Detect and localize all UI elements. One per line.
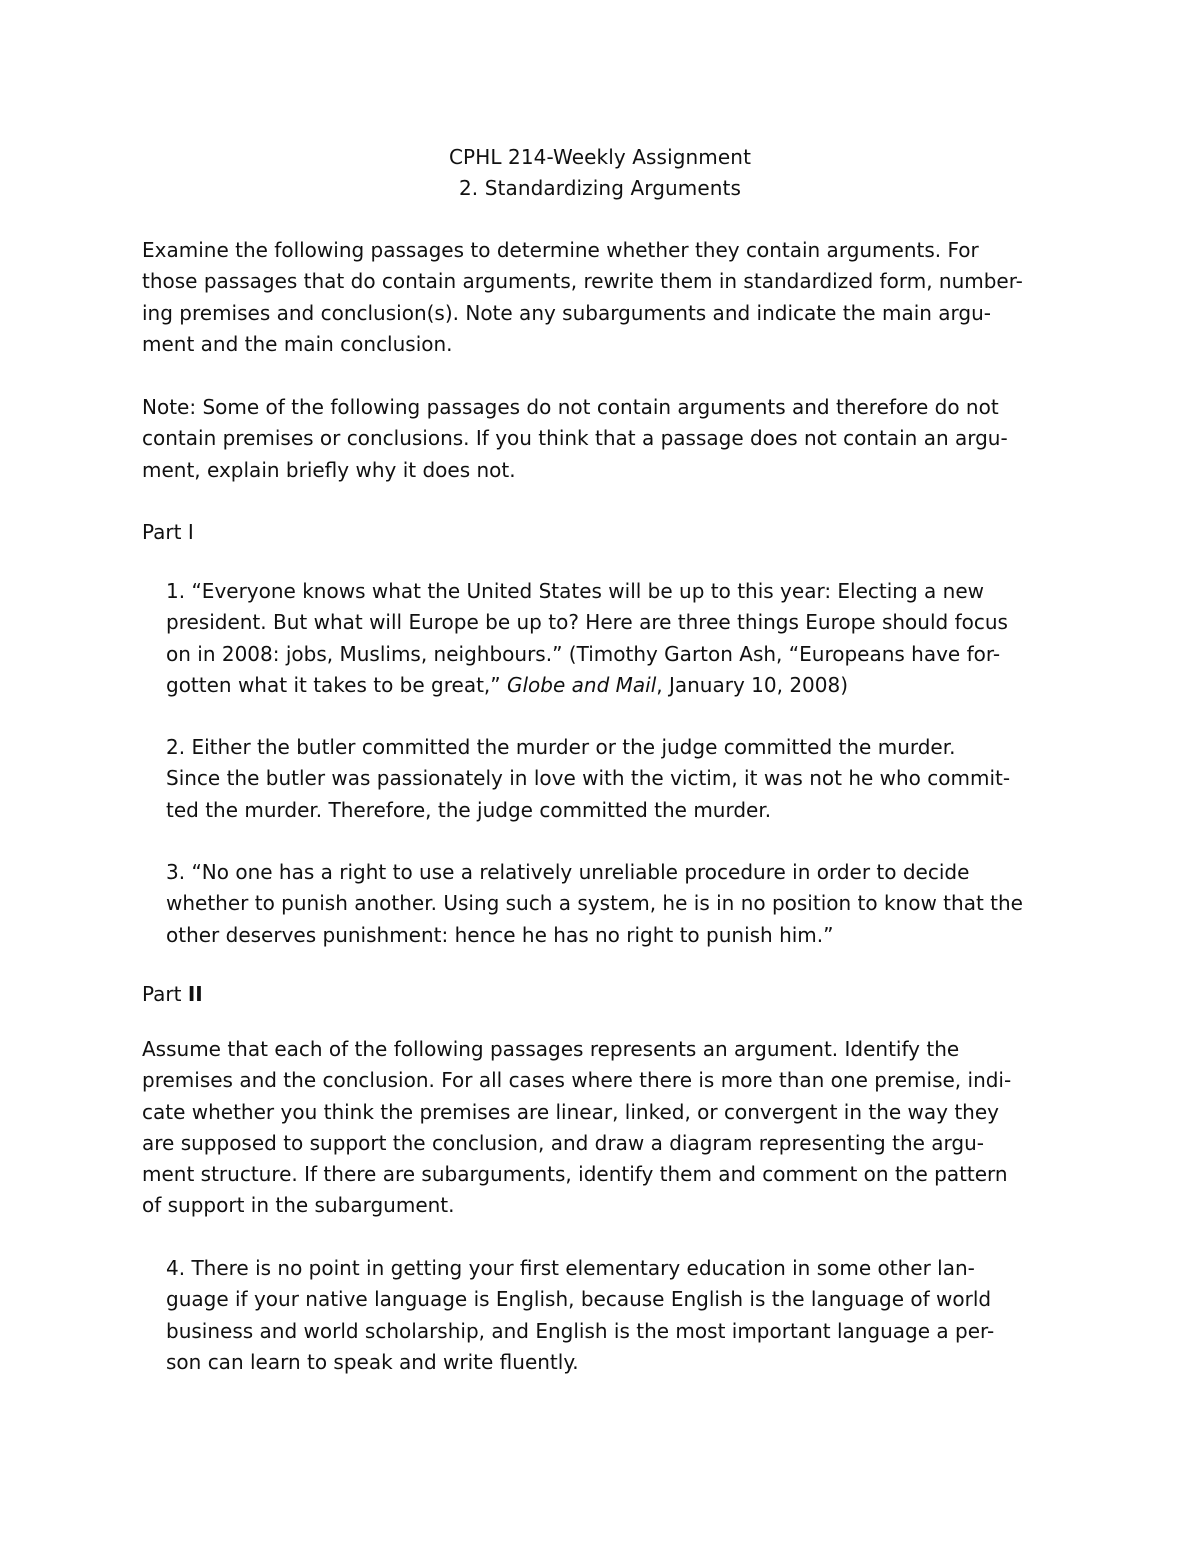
part1-heading: Part I xyxy=(142,520,194,544)
intro-line: ment and the main conclusion. xyxy=(142,331,453,356)
course-title: CPHL 214-Weekly Assignment xyxy=(448,145,752,169)
passage-line xyxy=(166,670,1062,701)
passage-line: Since the butler was passionately in love with the victim, it was not he who commit- xyxy=(166,766,1011,791)
passage-item-2 xyxy=(166,732,1062,826)
part2-instructions xyxy=(142,1034,1062,1222)
citation-text: gotten what it takes to be great,” xyxy=(166,672,507,697)
passage-line: business and world scholarship, and English is the most important language a per- xyxy=(166,1318,995,1343)
part2-heading-numeral: II xyxy=(187,982,203,1006)
passage-line: 3. “No one has a right to use a relatively unreliable procedure in order to decide xyxy=(166,860,970,884)
passage-line: whether to punish another. Using such a system, he is in no position to know that the xyxy=(166,891,1023,916)
passage-line: 2. Either the butler committed the murder or the judge committed the murder. xyxy=(166,735,956,759)
part2-heading-prefix: Part xyxy=(142,982,188,1006)
passage-item-3 xyxy=(166,857,1062,951)
instructions-line: ment structure. If there are subarguments, identify them and comment on the pattern xyxy=(142,1162,1008,1187)
part2-heading xyxy=(142,979,1062,1010)
note-paragraph xyxy=(142,392,1062,486)
passage-item-1 xyxy=(166,576,1062,701)
note-line: contain premises or conclusions. If you think that a passage does not contain an argu- xyxy=(142,426,1008,451)
passage-line: ted the murder. Therefore, the judge committed the murder. xyxy=(166,797,772,822)
passage-line: on in 2008: jobs, Muslims, neighbours.” (Timothy Garton Ash, “Europeans have for- xyxy=(166,641,1001,666)
instructions-line: of support in the subargument. xyxy=(142,1193,455,1218)
passage-line: 1. “Everyone knows what the United States will be up to this year: Electing a new xyxy=(166,579,984,603)
note-line: ment, explain briefly why it does not. xyxy=(142,457,516,482)
citation-date: , January 10, 2008) xyxy=(656,672,849,697)
instructions-line: are supposed to support the conclusion, and draw a diagram representing the argu- xyxy=(142,1130,985,1155)
passage-line: guage if your native language is English, because English is the language of world xyxy=(166,1287,992,1312)
assignment-title: 2. Standardizing Arguments xyxy=(458,176,741,200)
publication-title: Globe and Mail xyxy=(507,672,657,697)
intro-paragraph xyxy=(142,235,1062,360)
passage-line: 4. There is no point in getting your first elementary education in some other lan- xyxy=(166,1256,975,1280)
intro-line: Examine the following passages to determine whether they contain arguments. For xyxy=(142,238,979,262)
instructions-line: Assume that each of the following passages represents an argument. Identify the xyxy=(142,1037,960,1061)
intro-line: those passages that do contain arguments, rewrite them in standardized form, number- xyxy=(142,269,1023,294)
passage-item-4 xyxy=(166,1253,1062,1378)
intro-line: ing premises and conclusion(s). Note any subarguments and indicate the main argu- xyxy=(142,300,992,325)
note-line: Note: Some of the following passages do not contain arguments and therefore do not xyxy=(142,395,999,419)
passage-line: other deserves punishment: hence he has no right to punish him.” xyxy=(166,922,834,947)
instructions-line: cate whether you think the premises are linear, linked, or convergent in the way they xyxy=(142,1099,1000,1124)
passage-line: son can learn to speak and write fluently. xyxy=(166,1349,579,1374)
passage-line: president. But what will Europe be up to? Here are three things Europe should focus xyxy=(166,610,1008,635)
instructions-line: premises and the conclusion. For all cases where there is more than one premise, indi- xyxy=(142,1068,1012,1093)
